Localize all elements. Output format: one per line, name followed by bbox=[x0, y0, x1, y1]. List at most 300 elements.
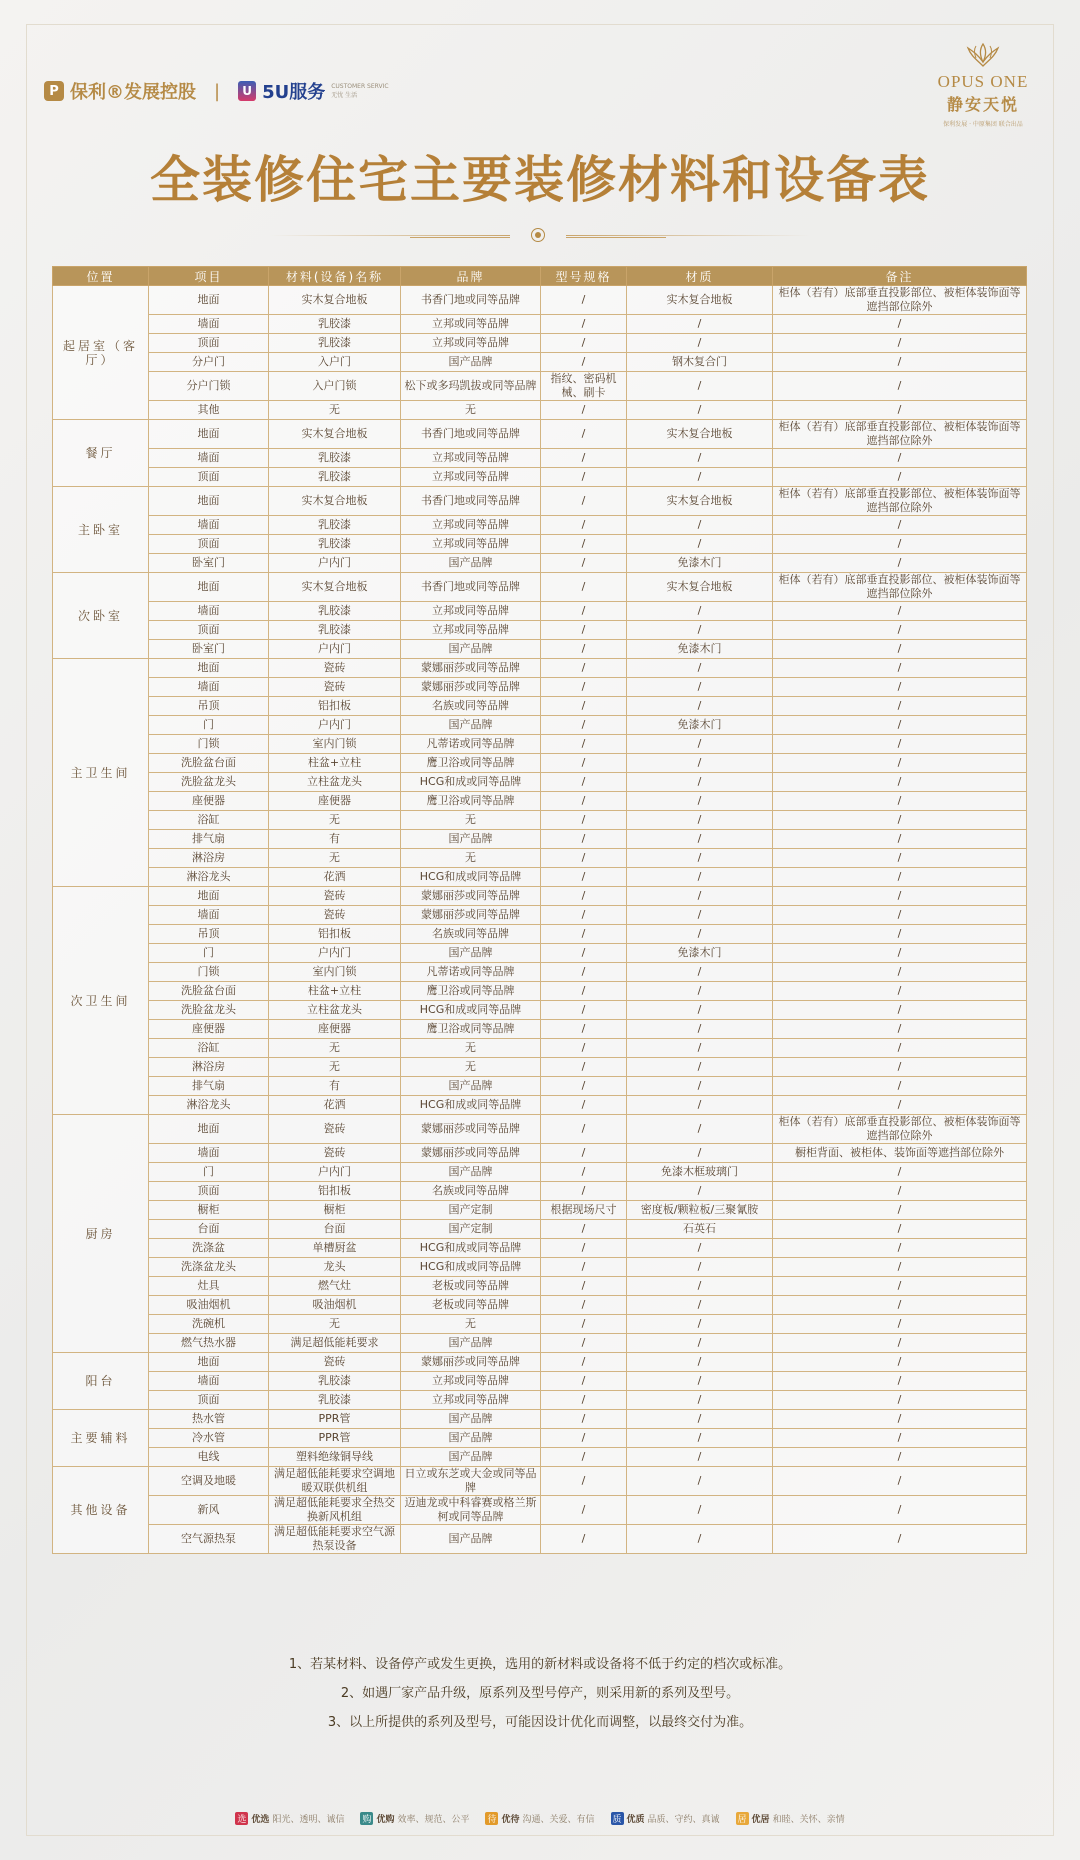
remarks-cell: / bbox=[773, 1182, 1027, 1201]
item-cell: 墙面 bbox=[149, 449, 269, 468]
table-row bbox=[53, 334, 1027, 353]
model-cell: / bbox=[541, 1258, 627, 1277]
opus-one-cn: 静安天悦 bbox=[946, 95, 1019, 114]
remarks-cell: / bbox=[773, 1239, 1027, 1258]
texture-cell: / bbox=[627, 963, 773, 982]
material-cell: 瓷砖 bbox=[269, 887, 401, 906]
material-cell: 户内门 bbox=[269, 716, 401, 735]
brand-cell: 蒙娜丽莎或同等品牌 bbox=[401, 659, 541, 678]
item-cell: 浴缸 bbox=[149, 811, 269, 830]
material-cell: 满足超低能耗要求全热交换新风机组 bbox=[269, 1496, 401, 1525]
remarks-cell: / bbox=[773, 716, 1027, 735]
brand-cell: 迈迪龙或中科睿赛或格兰斯柯或同等品牌 bbox=[401, 1496, 541, 1525]
remarks-cell: / bbox=[773, 516, 1027, 535]
brand-cell: 老板或同等品牌 bbox=[401, 1296, 541, 1315]
remarks-cell: / bbox=[773, 468, 1027, 487]
material-cell: 无 bbox=[269, 1039, 401, 1058]
model-cell: / bbox=[541, 286, 627, 315]
model-cell: / bbox=[541, 1296, 627, 1315]
item-cell: 浴缸 bbox=[149, 1039, 269, 1058]
material-cell: 入户门 bbox=[269, 353, 401, 372]
brand-cell: 立邦或同等品牌 bbox=[401, 602, 541, 621]
header-texture: 材质 bbox=[627, 267, 773, 286]
texture-cell: / bbox=[627, 468, 773, 487]
material-cell: 瓷砖 bbox=[269, 1144, 401, 1163]
texture-cell: / bbox=[627, 1429, 773, 1448]
brand-cell: 国产品牌 bbox=[401, 1334, 541, 1353]
material-cell: 满足超低能耗要求空气源热泵设备 bbox=[269, 1525, 401, 1554]
item-cell: 顶面 bbox=[149, 1182, 269, 1201]
table-row bbox=[53, 792, 1027, 811]
table-row bbox=[53, 1258, 1027, 1277]
brand-cell: 国产定制 bbox=[401, 1220, 541, 1239]
table-row bbox=[53, 1039, 1027, 1058]
texture-cell: / bbox=[627, 1277, 773, 1296]
model-cell: / bbox=[541, 963, 627, 982]
brand-cell: 国产品牌 bbox=[401, 353, 541, 372]
brand-cell: 立邦或同等品牌 bbox=[401, 535, 541, 554]
model-cell: / bbox=[541, 1391, 627, 1410]
brand-cell: 蒙娜丽莎或同等品牌 bbox=[401, 1353, 541, 1372]
table-row bbox=[53, 659, 1027, 678]
note-item: 3、以上所提供的系列及型号，可能因设计优化而调整，以最终交付为准。 bbox=[327, 1715, 753, 1730]
model-cell: / bbox=[541, 697, 627, 716]
model-cell: / bbox=[541, 1020, 627, 1039]
remarks-cell: / bbox=[773, 1296, 1027, 1315]
remarks-cell: / bbox=[773, 602, 1027, 621]
texture-cell: / bbox=[627, 773, 773, 792]
brand-cell: 书香门地或同等品牌 bbox=[401, 573, 541, 602]
remarks-cell: / bbox=[773, 830, 1027, 849]
brand-cell: 书香门地或同等品牌 bbox=[401, 286, 541, 315]
texture-cell: 钢木复合门 bbox=[627, 353, 773, 372]
texture-cell: / bbox=[627, 1258, 773, 1277]
model-cell: / bbox=[541, 906, 627, 925]
texture-cell: 免漆木门 bbox=[627, 944, 773, 963]
model-cell: / bbox=[541, 1039, 627, 1058]
table-row bbox=[53, 516, 1027, 535]
material-cell: 实木复合地板 bbox=[269, 487, 401, 516]
item-cell: 洗碗机 bbox=[149, 1315, 269, 1334]
table-row bbox=[53, 535, 1027, 554]
table-body bbox=[53, 286, 1027, 1554]
model-cell: / bbox=[541, 830, 627, 849]
footer-service-item bbox=[611, 1812, 720, 1825]
item-cell: 顶面 bbox=[149, 468, 269, 487]
remarks-cell: / bbox=[773, 1467, 1027, 1496]
texture-cell: / bbox=[627, 1467, 773, 1496]
brand-cell: 国产品牌 bbox=[401, 830, 541, 849]
table-row bbox=[53, 1429, 1027, 1448]
remarks-cell: / bbox=[773, 1429, 1027, 1448]
brand-cell: 鹰卫浴或同等品牌 bbox=[401, 982, 541, 1001]
model-cell: / bbox=[541, 1163, 627, 1182]
item-cell: 墙面 bbox=[149, 315, 269, 334]
texture-cell: / bbox=[627, 849, 773, 868]
model-cell: / bbox=[541, 640, 627, 659]
model-cell: / bbox=[541, 315, 627, 334]
brand-cell: HCG和成或同等品牌 bbox=[401, 773, 541, 792]
texture-cell: / bbox=[627, 1496, 773, 1525]
brand-cell: 名族或同等品牌 bbox=[401, 925, 541, 944]
remarks-cell: / bbox=[773, 1258, 1027, 1277]
material-cell: 柱盆+立柱 bbox=[269, 982, 401, 1001]
u5-sub-cn: 无忧 生活 bbox=[331, 92, 358, 99]
footer-service-item bbox=[736, 1812, 845, 1825]
texture-cell: / bbox=[627, 1096, 773, 1115]
material-cell: 座便器 bbox=[269, 792, 401, 811]
table-row bbox=[53, 1077, 1027, 1096]
location-cell: 餐厅 bbox=[53, 420, 149, 487]
model-cell: / bbox=[541, 792, 627, 811]
brand-cell: 立邦或同等品牌 bbox=[401, 449, 541, 468]
brand-cell: 立邦或同等品牌 bbox=[401, 315, 541, 334]
material-cell: 立柱盆龙头 bbox=[269, 773, 401, 792]
item-cell: 顶面 bbox=[149, 1391, 269, 1410]
texture-cell: / bbox=[627, 1239, 773, 1258]
texture-cell: / bbox=[627, 535, 773, 554]
title-divider bbox=[270, 228, 810, 244]
texture-cell: / bbox=[627, 678, 773, 697]
location-cell: 其他设备 bbox=[53, 1467, 149, 1554]
texture-cell: / bbox=[627, 315, 773, 334]
item-cell: 洗脸盆台面 bbox=[149, 754, 269, 773]
material-cell: 室内门锁 bbox=[269, 735, 401, 754]
model-cell: / bbox=[541, 773, 627, 792]
material-cell: 乳胶漆 bbox=[269, 535, 401, 554]
brand-cell: 国产品牌 bbox=[401, 1525, 541, 1554]
item-cell: 洗涤盆龙头 bbox=[149, 1258, 269, 1277]
texture-cell: 实木复合地板 bbox=[627, 487, 773, 516]
brand-cell: 鹰卫浴或同等品牌 bbox=[401, 1020, 541, 1039]
texture-cell: / bbox=[627, 1039, 773, 1058]
opus-one-subtext: 保利发展 · 中原集团 联合出品 bbox=[943, 121, 1023, 128]
texture-cell: / bbox=[627, 1391, 773, 1410]
table-row bbox=[53, 1201, 1027, 1220]
service-desc: 和睦、关怀、亲情 bbox=[772, 1815, 845, 1825]
brand-cell: 立邦或同等品牌 bbox=[401, 516, 541, 535]
texture-cell: / bbox=[627, 1315, 773, 1334]
material-cell: 实木复合地板 bbox=[269, 420, 401, 449]
brand-cell: 鹰卫浴或同等品牌 bbox=[401, 792, 541, 811]
remarks-cell: / bbox=[773, 554, 1027, 573]
texture-cell: / bbox=[627, 1296, 773, 1315]
brand-cell: 国产品牌 bbox=[401, 716, 541, 735]
table-row bbox=[53, 1296, 1027, 1315]
notes bbox=[0, 1650, 1080, 1737]
table-row bbox=[53, 1467, 1027, 1496]
header-model: 型号规格 bbox=[541, 267, 627, 286]
location-cell: 次卫生间 bbox=[53, 887, 149, 1115]
model-cell: / bbox=[541, 1448, 627, 1467]
texture-cell: / bbox=[627, 401, 773, 420]
material-cell: 户内门 bbox=[269, 1163, 401, 1182]
table-row bbox=[53, 697, 1027, 716]
remarks-cell: / bbox=[773, 1277, 1027, 1296]
model-cell: / bbox=[541, 887, 627, 906]
remarks-cell: 柜体（若有）底部垂直投影部位、被柜体装饰面等遮挡部位除外 bbox=[773, 487, 1027, 516]
table-row bbox=[53, 1334, 1027, 1353]
remarks-cell: / bbox=[773, 1058, 1027, 1077]
material-cell: 瓷砖 bbox=[269, 906, 401, 925]
texture-cell: / bbox=[627, 811, 773, 830]
item-cell: 卧室门 bbox=[149, 554, 269, 573]
table-row bbox=[53, 754, 1027, 773]
table-row bbox=[53, 1448, 1027, 1467]
material-cell: 满足超低能耗要求空调地暖双联供机组 bbox=[269, 1467, 401, 1496]
footer-service-item bbox=[485, 1812, 594, 1825]
remarks-cell: / bbox=[773, 1448, 1027, 1467]
material-cell: 满足超低能耗要求 bbox=[269, 1334, 401, 1353]
material-cell: 瓷砖 bbox=[269, 678, 401, 697]
texture-cell: / bbox=[627, 1353, 773, 1372]
item-cell: 墙面 bbox=[149, 678, 269, 697]
remarks-cell: / bbox=[773, 1334, 1027, 1353]
header-remarks: 备注 bbox=[773, 267, 1027, 286]
table-row bbox=[53, 640, 1027, 659]
model-cell: / bbox=[541, 716, 627, 735]
texture-cell: / bbox=[627, 906, 773, 925]
service-desc: 效率、规范、公平 bbox=[397, 1815, 470, 1825]
item-cell: 墙面 bbox=[149, 906, 269, 925]
texture-cell: / bbox=[627, 1334, 773, 1353]
table-row bbox=[53, 887, 1027, 906]
brand-cell: 无 bbox=[401, 849, 541, 868]
table-row bbox=[53, 963, 1027, 982]
divider-ornament-icon bbox=[531, 228, 545, 242]
service-name: 优购 bbox=[376, 1815, 395, 1825]
remarks-cell: / bbox=[773, 1391, 1027, 1410]
brand-cell: 无 bbox=[401, 811, 541, 830]
model-cell: / bbox=[541, 1115, 627, 1144]
table-row bbox=[53, 449, 1027, 468]
model-cell: / bbox=[541, 849, 627, 868]
brand-cell: HCG和成或同等品牌 bbox=[401, 1258, 541, 1277]
crown-icon bbox=[966, 42, 1000, 68]
model-cell: / bbox=[541, 1144, 627, 1163]
item-cell: 分户门锁 bbox=[149, 372, 269, 401]
texture-cell: / bbox=[627, 1410, 773, 1429]
material-cell: 花洒 bbox=[269, 868, 401, 887]
brand-cell: 国产定制 bbox=[401, 1201, 541, 1220]
item-cell: 门锁 bbox=[149, 963, 269, 982]
remarks-cell: / bbox=[773, 1039, 1027, 1058]
item-cell: 新风 bbox=[149, 1496, 269, 1525]
brand-cell: 松下或多玛凯拔或同等品牌 bbox=[401, 372, 541, 401]
material-cell: 乳胶漆 bbox=[269, 334, 401, 353]
brand-cell: 书香门地或同等品牌 bbox=[401, 420, 541, 449]
service-badge-icon: 待 bbox=[485, 1812, 498, 1825]
material-cell: 乳胶漆 bbox=[269, 449, 401, 468]
item-cell: 其他 bbox=[149, 401, 269, 420]
remarks-cell: / bbox=[773, 334, 1027, 353]
item-cell: 座便器 bbox=[149, 792, 269, 811]
brand-cell: 立邦或同等品牌 bbox=[401, 334, 541, 353]
material-cell: 瓷砖 bbox=[269, 1115, 401, 1144]
item-cell: 淋浴龙头 bbox=[149, 868, 269, 887]
brand-logos bbox=[44, 78, 389, 104]
service-name: 优待 bbox=[501, 1815, 520, 1825]
table-row bbox=[53, 925, 1027, 944]
model-cell: / bbox=[541, 1372, 627, 1391]
table-row bbox=[53, 1020, 1027, 1039]
remarks-cell: / bbox=[773, 315, 1027, 334]
remarks-cell: / bbox=[773, 849, 1027, 868]
item-cell: 门锁 bbox=[149, 735, 269, 754]
texture-cell: 免漆木门 bbox=[627, 554, 773, 573]
item-cell: 顶面 bbox=[149, 621, 269, 640]
table-row bbox=[53, 286, 1027, 315]
item-cell: 橱柜 bbox=[149, 1201, 269, 1220]
remarks-cell: / bbox=[773, 963, 1027, 982]
model-cell: / bbox=[541, 735, 627, 754]
brand-cell: 国产品牌 bbox=[401, 944, 541, 963]
remarks-cell: / bbox=[773, 982, 1027, 1001]
model-cell: / bbox=[541, 1525, 627, 1554]
brand-cell: 蒙娜丽莎或同等品牌 bbox=[401, 678, 541, 697]
model-cell: / bbox=[541, 334, 627, 353]
remarks-cell: / bbox=[773, 1525, 1027, 1554]
texture-cell: / bbox=[627, 1001, 773, 1020]
table-row bbox=[53, 1144, 1027, 1163]
model-cell: / bbox=[541, 554, 627, 573]
model-cell: / bbox=[541, 1077, 627, 1096]
remarks-cell: / bbox=[773, 811, 1027, 830]
table-row bbox=[53, 1391, 1027, 1410]
item-cell: 地面 bbox=[149, 573, 269, 602]
material-cell: 乳胶漆 bbox=[269, 621, 401, 640]
item-cell: 灶具 bbox=[149, 1277, 269, 1296]
model-cell: 指纹、密码机械、刷卡 bbox=[541, 372, 627, 401]
texture-cell: / bbox=[627, 868, 773, 887]
table-row bbox=[53, 773, 1027, 792]
item-cell: 分户门 bbox=[149, 353, 269, 372]
location-cell: 主要辅料 bbox=[53, 1410, 149, 1467]
brand-cell: 国产品牌 bbox=[401, 1429, 541, 1448]
material-cell: PPR管 bbox=[269, 1410, 401, 1429]
table-row bbox=[53, 716, 1027, 735]
item-cell: 排气扇 bbox=[149, 830, 269, 849]
texture-cell: / bbox=[627, 830, 773, 849]
item-cell: 台面 bbox=[149, 1220, 269, 1239]
table-row bbox=[53, 1220, 1027, 1239]
table-row bbox=[53, 1001, 1027, 1020]
table-row bbox=[53, 1496, 1027, 1525]
service-badge-icon: 质 bbox=[611, 1812, 624, 1825]
material-cell: 橱柜 bbox=[269, 1201, 401, 1220]
texture-cell: 密度板/颗粒板/三聚氰胺 bbox=[627, 1201, 773, 1220]
model-cell: / bbox=[541, 573, 627, 602]
model-cell: / bbox=[541, 1467, 627, 1496]
brand-cell: HCG和成或同等品牌 bbox=[401, 868, 541, 887]
material-cell: 户内门 bbox=[269, 640, 401, 659]
model-cell: / bbox=[541, 401, 627, 420]
material-cell: 瓷砖 bbox=[269, 1353, 401, 1372]
material-cell: 台面 bbox=[269, 1220, 401, 1239]
item-cell: 电线 bbox=[149, 1448, 269, 1467]
location-cell: 起居室（客厅） bbox=[53, 286, 149, 420]
table-row bbox=[53, 1115, 1027, 1144]
model-cell: / bbox=[541, 1315, 627, 1334]
model-cell: / bbox=[541, 449, 627, 468]
header bbox=[0, 0, 1080, 140]
table-row bbox=[53, 1277, 1027, 1296]
model-cell: 根据现场尺寸 bbox=[541, 1201, 627, 1220]
brand-cell: 无 bbox=[401, 1058, 541, 1077]
table-row bbox=[53, 735, 1027, 754]
material-cell: 座便器 bbox=[269, 1020, 401, 1039]
table-row bbox=[53, 1058, 1027, 1077]
table-row bbox=[53, 868, 1027, 887]
table-row bbox=[53, 849, 1027, 868]
material-cell: 乳胶漆 bbox=[269, 1372, 401, 1391]
header-location: 位置 bbox=[53, 267, 149, 286]
footer-service-item bbox=[235, 1812, 344, 1825]
texture-cell: 免漆木门 bbox=[627, 640, 773, 659]
material-cell: 铝扣板 bbox=[269, 1182, 401, 1201]
service-desc: 沟通、关爱、有信 bbox=[522, 1815, 595, 1825]
remarks-cell: / bbox=[773, 887, 1027, 906]
remarks-cell: / bbox=[773, 1410, 1027, 1429]
texture-cell: / bbox=[627, 697, 773, 716]
texture-cell: / bbox=[627, 1115, 773, 1144]
brand-cell: 名族或同等品牌 bbox=[401, 697, 541, 716]
material-cell: 无 bbox=[269, 811, 401, 830]
texture-cell: / bbox=[627, 449, 773, 468]
texture-cell: / bbox=[627, 516, 773, 535]
material-cell: 实木复合地板 bbox=[269, 573, 401, 602]
location-cell: 次卧室 bbox=[53, 573, 149, 659]
item-cell: 淋浴龙头 bbox=[149, 1096, 269, 1115]
table-header-row bbox=[53, 267, 1027, 286]
table-row bbox=[53, 468, 1027, 487]
item-cell: 地面 bbox=[149, 487, 269, 516]
table-row bbox=[53, 315, 1027, 334]
remarks-cell: / bbox=[773, 640, 1027, 659]
item-cell: 顶面 bbox=[149, 334, 269, 353]
brand-cell: 凡蒂诺或同等品牌 bbox=[401, 735, 541, 754]
service-name: 优居 bbox=[751, 1815, 770, 1825]
table-row bbox=[53, 401, 1027, 420]
item-cell: 热水管 bbox=[149, 1410, 269, 1429]
material-cell: 无 bbox=[269, 849, 401, 868]
header-brand: 品牌 bbox=[401, 267, 541, 286]
location-cell: 主卧室 bbox=[53, 487, 149, 573]
material-cell: 有 bbox=[269, 830, 401, 849]
brand-cell: 国产品牌 bbox=[401, 640, 541, 659]
material-cell: 乳胶漆 bbox=[269, 516, 401, 535]
item-cell: 地面 bbox=[149, 1115, 269, 1144]
material-cell: 入户门锁 bbox=[269, 372, 401, 401]
table-row bbox=[53, 1353, 1027, 1372]
material-cell: 瓷砖 bbox=[269, 659, 401, 678]
table-row bbox=[53, 906, 1027, 925]
material-cell: 燃气灶 bbox=[269, 1277, 401, 1296]
item-cell: 门 bbox=[149, 944, 269, 963]
footer-services bbox=[0, 1812, 1080, 1825]
model-cell: / bbox=[541, 1277, 627, 1296]
remarks-cell: / bbox=[773, 659, 1027, 678]
header-item: 项目 bbox=[149, 267, 269, 286]
texture-cell: / bbox=[627, 1077, 773, 1096]
item-cell: 洗脸盆台面 bbox=[149, 982, 269, 1001]
table-row bbox=[53, 678, 1027, 697]
u5-sub-en: CUSTOMER SERVIC bbox=[331, 83, 389, 90]
remarks-cell: / bbox=[773, 773, 1027, 792]
material-cell: 室内门锁 bbox=[269, 963, 401, 982]
texture-cell: / bbox=[627, 887, 773, 906]
remarks-cell: / bbox=[773, 1220, 1027, 1239]
